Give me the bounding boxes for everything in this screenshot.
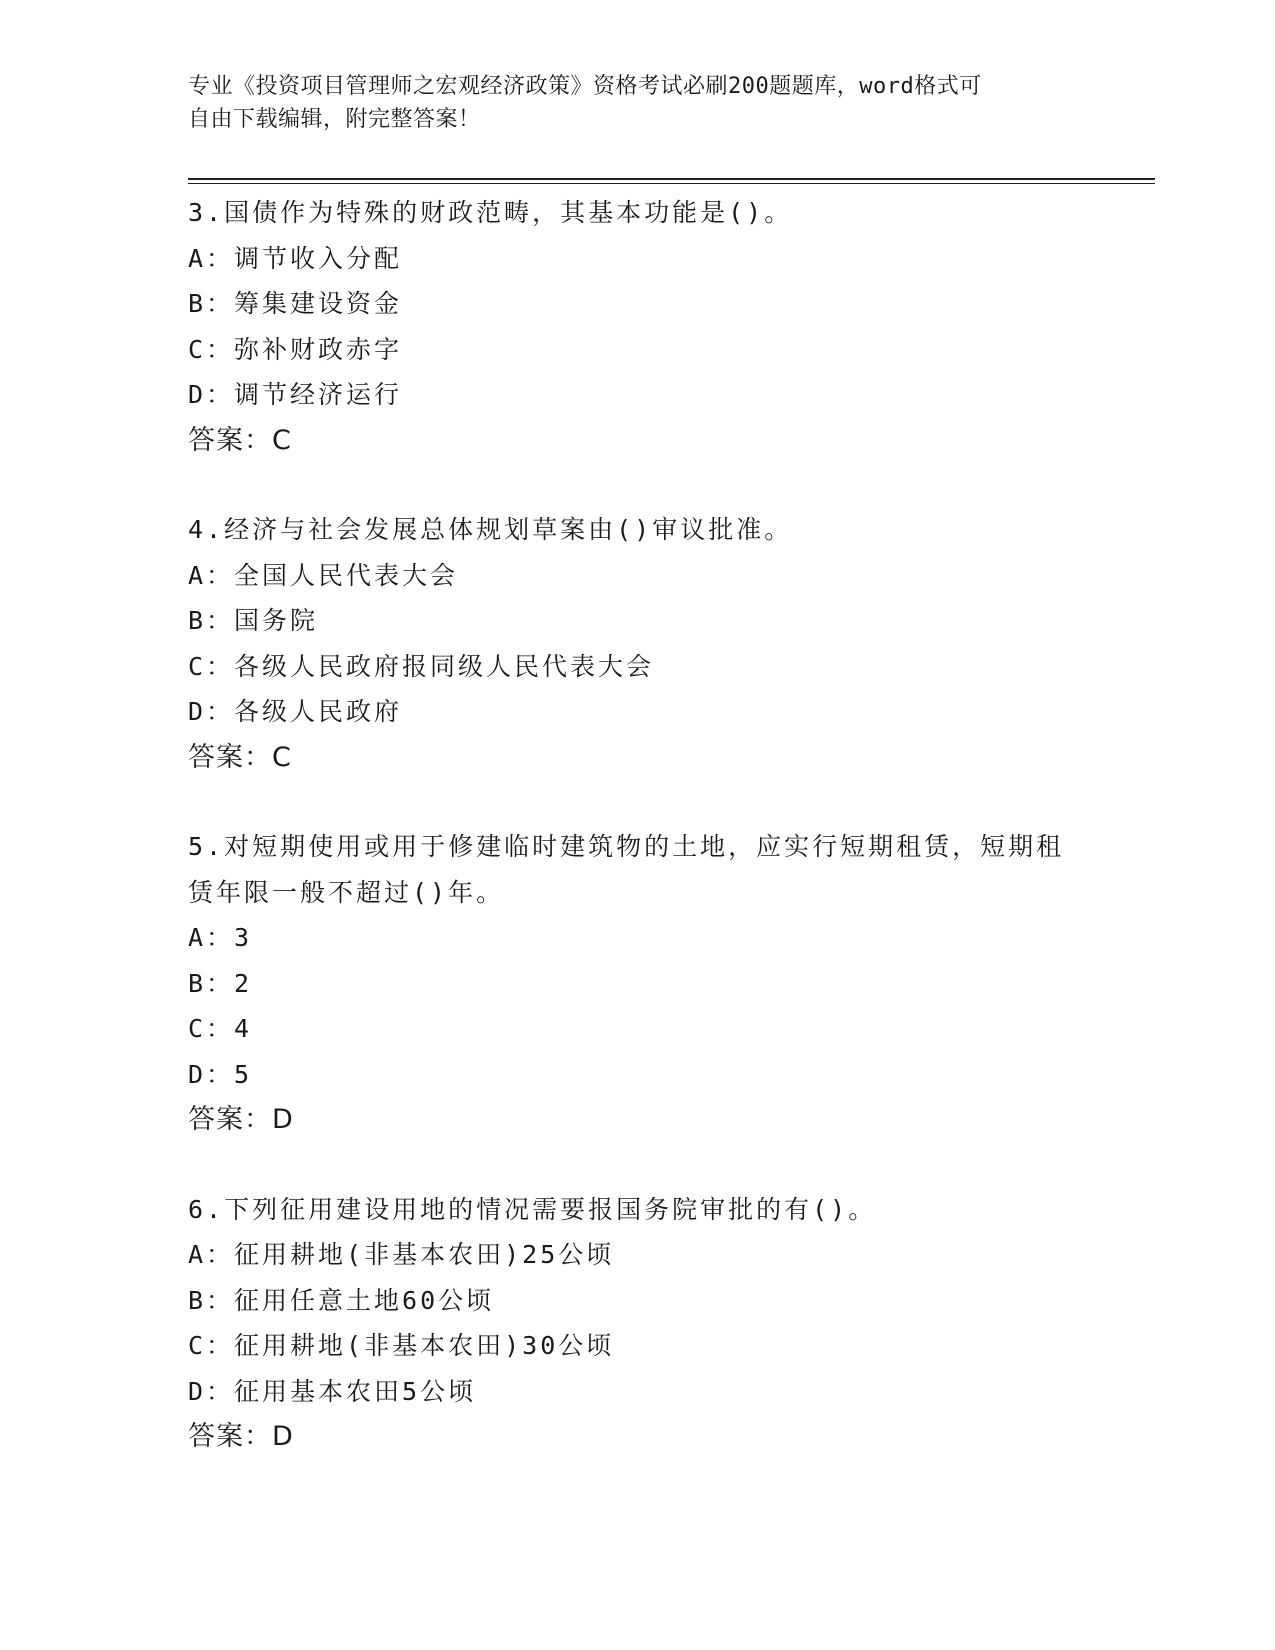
question-6 [188, 1187, 1088, 1460]
question-3 [188, 190, 1088, 463]
question-stem: 4.经济与社会发展总体规划草案由()审议批准。 [188, 515, 793, 544]
question-stem: 3.国债作为特殊的财政范畴，其基本功能是()。 [188, 198, 793, 227]
question-list [188, 190, 1088, 1504]
option-d: D：调节经济运行 [188, 380, 403, 409]
document-header [188, 70, 1068, 136]
option-d: D：征用基本农田5公顷 [188, 1376, 477, 1406]
option-b: B：筹集建设资金 [188, 289, 403, 318]
option-c: C：弥补财政赤字 [188, 334, 403, 364]
option-a: A：3 [188, 923, 253, 952]
option-a: A：调节收入分配 [188, 243, 403, 273]
header-line-1: 专业《投资项目管理师之宏观经济政策》资格考试必刷200题题库，word格式可 [188, 74, 982, 99]
answer: 答案：C [188, 424, 292, 456]
option-c: C：4 [188, 1014, 253, 1043]
answer: 答案：D [188, 1421, 294, 1452]
option-d: D：各级人民政府 [188, 697, 403, 726]
question-stem: 5.对短期使用或用于修建临时建筑物的土地，应实行短期租赁，短期租赁年限一般不超过()年。 [188, 832, 1065, 907]
option-c: C：征用耕地(非基本农田)30公顷 [188, 1331, 615, 1360]
question-5 [188, 824, 1088, 1143]
option-a: A：全国人民代表大会 [188, 560, 459, 590]
option-d: D：5 [188, 1059, 253, 1089]
header-line-2: 自由下载编辑，附完整答案！ [188, 107, 481, 132]
option-b: B：征用任意土地60公顷 [188, 1285, 495, 1315]
option-c: C：各级人民政府报同级人民代表大会 [188, 651, 655, 681]
option-b: B：国务院 [188, 606, 319, 635]
answer: 答案：C [188, 741, 292, 773]
header-divider-thick [188, 178, 1155, 180]
option-a: A：征用耕地(非基本农田)25公顷 [188, 1240, 615, 1269]
answer: 答案：D [188, 1104, 294, 1135]
question-4 [188, 507, 1088, 780]
header-divider-thin [188, 183, 1155, 184]
option-b: B：2 [188, 968, 253, 998]
question-stem: 6.下列征用建设用地的情况需要报国务院审批的有()。 [188, 1194, 877, 1224]
